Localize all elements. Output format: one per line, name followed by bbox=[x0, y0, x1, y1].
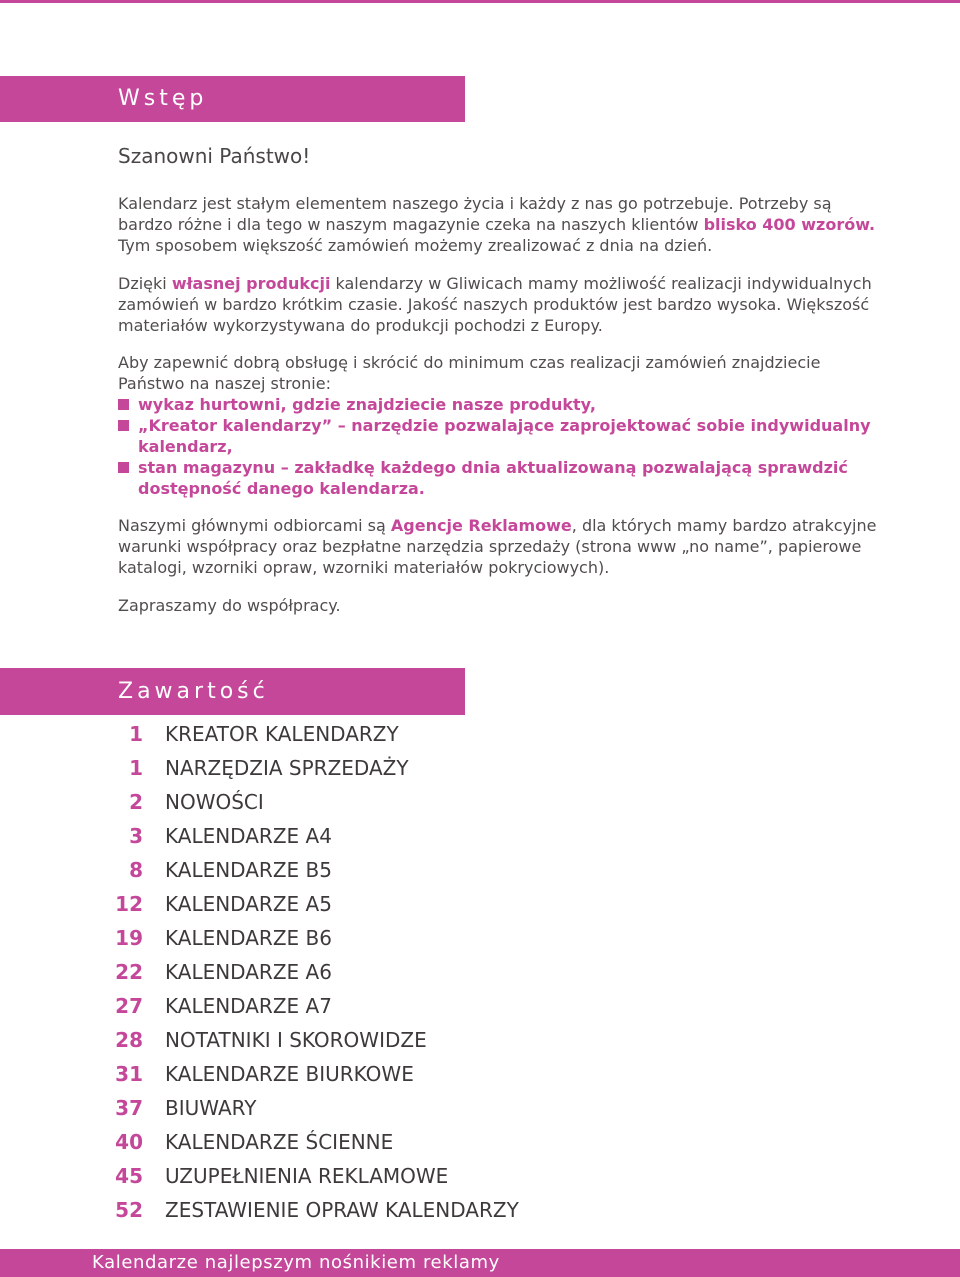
toc-title: KALENDARZE B5 bbox=[165, 858, 332, 882]
toc-page-number: 12 bbox=[115, 892, 143, 916]
toc-title: BIUWARY bbox=[165, 1096, 257, 1120]
square-bullet-icon bbox=[118, 420, 129, 431]
square-bullet-icon bbox=[118, 399, 129, 410]
toc-title: KALENDARZE B6 bbox=[165, 926, 332, 950]
footer-slogan: Kalendarze najlepszym nośnikiem reklamy bbox=[92, 1252, 500, 1273]
toc-title: KREATOR KALENDARZY bbox=[165, 722, 399, 746]
toc-entry[interactable] bbox=[0, 1159, 600, 1193]
toc-entry[interactable] bbox=[0, 751, 600, 785]
list-item-text: „Kreator kalendarzy” – narzędzie pozwalające zaprojektować sobie indywidualny kalendarz, bbox=[138, 416, 871, 456]
list-item bbox=[118, 394, 888, 415]
paragraph-text: Tym sposobem większość zamówień możemy zrealizować z dnia na dzień. bbox=[118, 236, 713, 255]
toc-page-number: 8 bbox=[129, 858, 143, 882]
toc-page-number: 31 bbox=[115, 1062, 143, 1086]
intro-paragraph-1 bbox=[118, 193, 888, 256]
highlight-text: blisko 400 wzorów. bbox=[703, 215, 876, 234]
toc-page-number: 3 bbox=[129, 824, 143, 848]
toc-entry[interactable] bbox=[0, 1193, 600, 1227]
toc-entry[interactable] bbox=[0, 819, 600, 853]
toc-page-number: 40 bbox=[115, 1130, 143, 1154]
intro-paragraph-3: Aby zapewnić dobrą obsługę i skrócić do minimum czas realizacji zamówień znajdziecie Państwo na naszej stronie: bbox=[118, 353, 821, 393]
toc-title: NARZĘDZIA SPRZEDAŻY bbox=[165, 756, 409, 780]
toc-page-number: 28 bbox=[115, 1028, 143, 1052]
toc-title: KALENDARZE ŚCIENNE bbox=[165, 1130, 394, 1154]
toc-entry[interactable] bbox=[0, 887, 600, 921]
toc-page-number: 19 bbox=[115, 926, 143, 950]
intro-paragraph-2 bbox=[118, 273, 888, 336]
intro-paragraph-5: Zapraszamy do współpracy. bbox=[118, 596, 341, 615]
toc-page-number: 52 bbox=[115, 1198, 143, 1222]
toc-entry[interactable] bbox=[0, 921, 600, 955]
greeting: Szanowni Państwo! bbox=[118, 144, 311, 168]
toc-title: UZUPEŁNIENIA REKLAMOWE bbox=[165, 1164, 449, 1188]
toc-title: KALENDARZE A6 bbox=[165, 960, 332, 984]
toc-entry[interactable] bbox=[0, 1091, 600, 1125]
toc-page-number: 37 bbox=[115, 1096, 143, 1120]
intro-paragraph-4 bbox=[118, 515, 888, 578]
toc-entry[interactable] bbox=[0, 785, 600, 819]
list-item bbox=[118, 457, 888, 499]
footer-bar bbox=[0, 1249, 960, 1277]
toc-entry[interactable] bbox=[0, 1125, 600, 1159]
toc-entry[interactable] bbox=[0, 717, 600, 751]
section-header-zawartosc bbox=[0, 668, 465, 715]
toc-page-number: 45 bbox=[115, 1164, 143, 1188]
toc-entry[interactable] bbox=[0, 955, 600, 989]
toc-title: KALENDARZE A7 bbox=[165, 994, 332, 1018]
toc-title: KALENDARZE BIURKOWE bbox=[165, 1062, 414, 1086]
toc-page-number: 1 bbox=[129, 756, 143, 780]
paragraph-text: Naszymi głównymi odbiorcami są bbox=[118, 516, 391, 535]
toc-title: KALENDARZE A5 bbox=[165, 892, 332, 916]
toc-title: ZESTAWIENIE OPRAW KALENDARZY bbox=[165, 1198, 519, 1222]
toc-entry[interactable] bbox=[0, 853, 600, 887]
features-list bbox=[118, 394, 888, 499]
paragraph-text: , dla których mamy bardzo atrakcyjne warunki współpracy oraz bezpłatne narzędzia sprzedaży (strona www „no name”, papierowe katalogi, wzorniki opraw, wzorniki materiałów pokryciowych). bbox=[118, 516, 877, 577]
toc-page-number: 1 bbox=[129, 722, 143, 746]
toc-page-number: 27 bbox=[115, 994, 143, 1018]
toc-page-number: 22 bbox=[115, 960, 143, 984]
toc-title: NOWOŚCI bbox=[165, 790, 264, 814]
list-item bbox=[118, 415, 888, 457]
paragraph-text: Kalendarz jest stałym elementem naszego życia i każdy z nas go potrzebuje. Potrzeby są bardzo różne i dla tego w naszym magazynie czeka na naszych klientów bbox=[118, 194, 832, 234]
toc-title: NOTATNIKI I SKOROWIDZE bbox=[165, 1028, 427, 1052]
table-of-contents bbox=[0, 717, 600, 1227]
toc-title: KALENDARZE A4 bbox=[165, 824, 332, 848]
top-accent-rule bbox=[0, 0, 960, 3]
toc-page-number: 2 bbox=[129, 790, 143, 814]
toc-entry[interactable] bbox=[0, 1023, 600, 1057]
list-item-text: wykaz hurtowni, gdzie znajdziecie nasze produkty, bbox=[138, 395, 596, 414]
section-title: Zawartość bbox=[118, 679, 269, 704]
section-title: Wstęp bbox=[118, 86, 208, 111]
section-header-wstep bbox=[0, 76, 465, 122]
paragraph-text: kalendarzy w Gliwicach mamy możliwość realizacji indywidualnych zamówień w bardzo krótkim czasie. Jakość naszych produktów jest bardzo wysoka. Większość materiałów wykorzystywana do produkcji pochodzi z Europy. bbox=[118, 274, 872, 335]
toc-entry[interactable] bbox=[0, 989, 600, 1023]
paragraph-text: Dzięki bbox=[118, 274, 172, 293]
square-bullet-icon bbox=[118, 462, 129, 473]
highlight-text: Agencje Reklamowe bbox=[390, 516, 572, 535]
highlight-text: własnej produkcji bbox=[171, 274, 331, 293]
list-item-text: stan magazynu – zakładkę każdego dnia aktualizowaną pozwalającą sprawdzić dostępność danego kalendarza. bbox=[138, 458, 848, 498]
toc-entry[interactable] bbox=[0, 1057, 600, 1091]
